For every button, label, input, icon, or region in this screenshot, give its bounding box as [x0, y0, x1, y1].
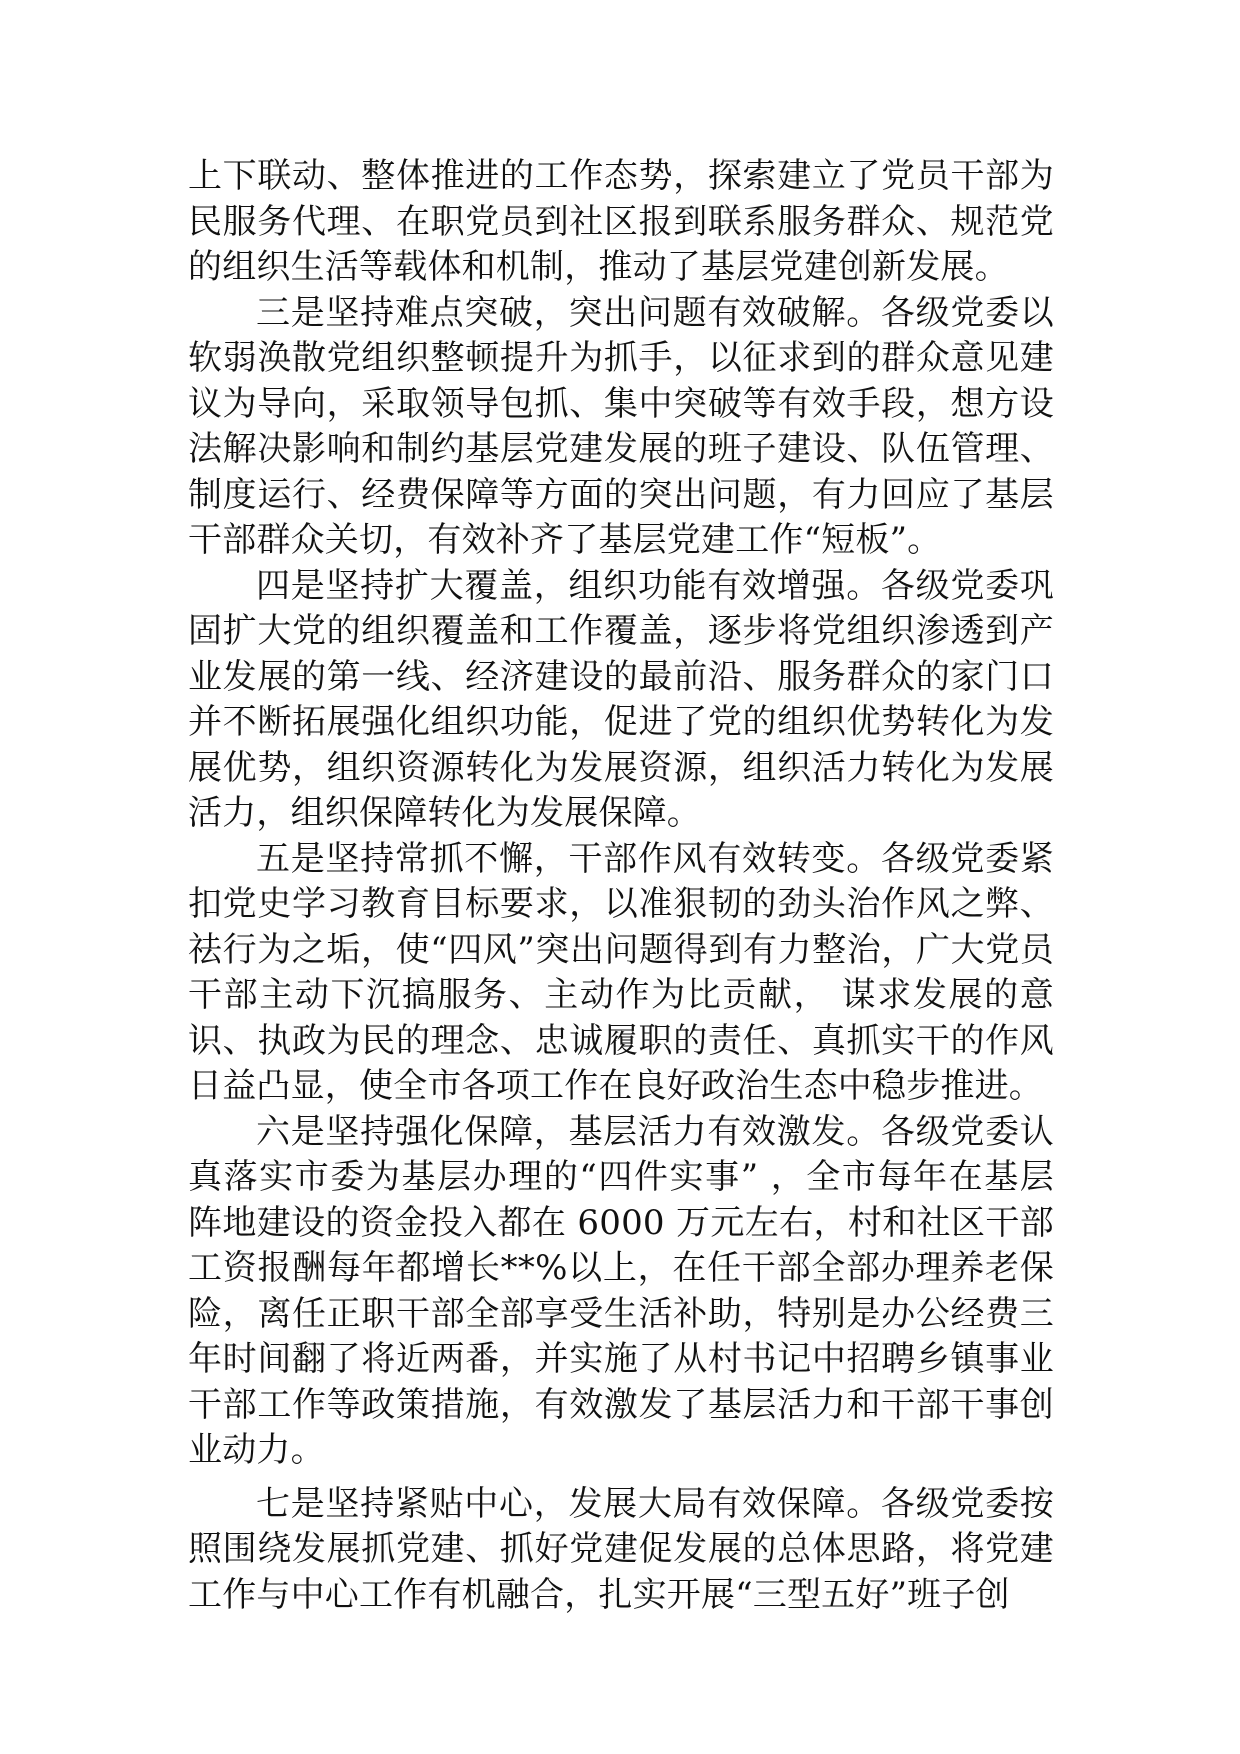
- paragraph-5: 六是坚持强化保障，基层活力有效激发。各级党委认真落实市委为基层办理的“四件实事” ，全市每年在基层阵地建设的资金投入都在 6000 万元左右，村和社区干部工资报酬每年都增长**%以上，在任干部全部办理养老保险，离任正职干部全部享受生活补助，特别是办公经费三年时间翻了将近两番，并实施了从村书记中招聘乡镇事业干部工作等政策措施，有效激发了基层活力和干部干事创业动力。: [188, 1111, 1054, 1470]
- paragraph-2: 三是坚持难点突破，突出问题有效破解。各级党委以软弱涣散党组织整顿提升为抓手，以征求到的群众意见建议为导向，采取领导包抓、集中突破等有效手段，想方设法解决影响和制约基层党建发展的班子建设、队伍管理、制度运行、经费保障等方面的突出问题，有力回应了基层干部群众关切，有效补齐了基层党建工作“短板”。: [188, 292, 1054, 560]
- document-body: [188, 154, 1054, 1618]
- paragraph-3: 四是坚持扩大覆盖，组织功能有效增强。各级党委巩固扩大党的组织覆盖和工作覆盖，逐步将党组织渗透到产业发展的第一线、经济建设的最前沿、服务群众的家门口并不断拓展强化组织功能，促进了党的组织优势转化为发展优势，组织资源转化为发展资源，组织活力转化为发展活力，组织保障转化为发展保障。: [188, 565, 1054, 833]
- paragraph-4: 五是坚持常抓不懈，干部作风有效转变。各级党委紧扣党史学习教育目标要求，以准狠韧的劲头治作风之弊、祛行为之垢，使“四风”突出问题得到有力整治，广大党员干部主动下沉搞服务、主动作为比贡献， 谋求发展的意识、执政为民的理念、忠诚履职的责任、真抓实干的作风日益凸显，使全市各项工作在良好政治生态中稳步推进。: [188, 838, 1054, 1106]
- paragraph-1: 上下联动、整体推进的工作态势，探索建立了党员干部为民服务代理、在职党员到社区报到联系服务群众、规范党的组织生活等载体和机制，推动了基层党建创新发展。: [188, 156, 1054, 287]
- paragraph-6: 七是坚持紧贴中心，发展大局有效保障。各级党委按照围绕发展抓党建、抓好党建促发展的总体思路，将党建工作与中心工作有机融合，扎实开展“三型五好”班子创: [188, 1483, 1054, 1615]
